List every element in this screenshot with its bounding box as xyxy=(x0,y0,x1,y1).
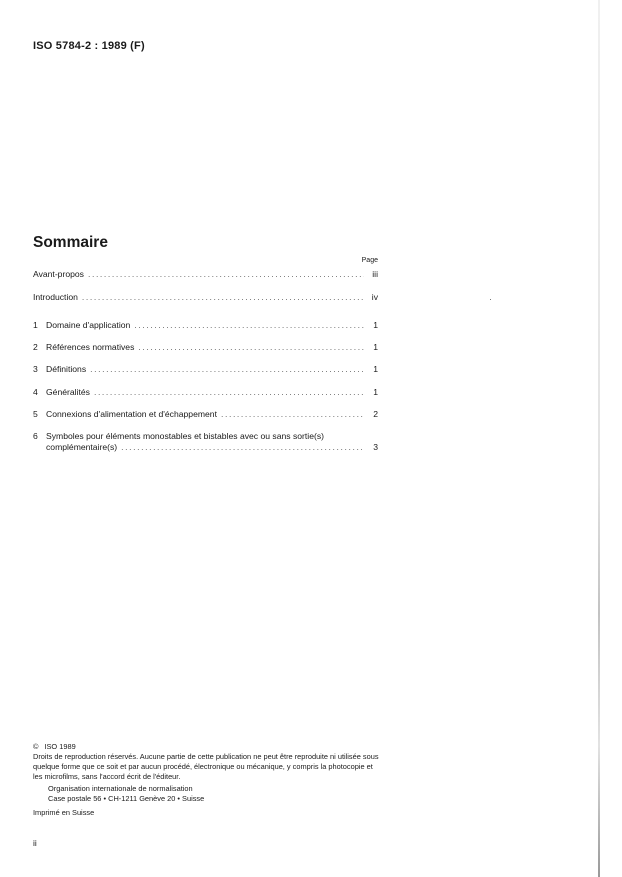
dot-leader xyxy=(121,442,364,452)
dot-leader xyxy=(82,292,364,302)
copyright-line xyxy=(33,742,383,752)
dot-leader xyxy=(138,342,364,352)
toc-entry-text-continued: complémentaire(s) xyxy=(46,442,118,452)
page-title: Sommaire xyxy=(33,234,108,251)
toc-entry-introduction[interactable] xyxy=(33,292,378,302)
dot-leader xyxy=(90,364,364,374)
document-identifier: ISO 5784-2 : 1989 (F) xyxy=(33,40,145,52)
copyright-symbol: © xyxy=(33,742,39,751)
toc-entry-section-1[interactable] xyxy=(33,320,378,330)
organization-name: Organisation internationale de normalisation xyxy=(48,784,193,793)
toc-entry-number: 3 xyxy=(33,364,38,374)
page-column-label: Page xyxy=(361,257,378,264)
dot-leader xyxy=(134,320,364,330)
copyright-holder: ISO 1989 xyxy=(44,742,76,751)
toc-entry-text: Avant-propos xyxy=(33,269,84,279)
toc-entry-section-3[interactable] xyxy=(33,364,378,374)
toc-entry-page: 1 xyxy=(373,320,378,330)
scan-edge-line xyxy=(598,0,600,877)
toc-entry-page: 1 xyxy=(373,364,378,374)
toc-entry-text: Connexions d'alimentation et d'échappement xyxy=(46,409,217,419)
toc-entry-text: Définitions xyxy=(46,364,87,374)
page-number: ii xyxy=(33,838,37,848)
toc-entry-number: 6 xyxy=(33,431,38,441)
toc-entry-page: 3 xyxy=(373,442,378,452)
rights-statement: Droits de reproduction réservés. Aucune partie de cette publication ne peut être reproduite ni utilisée sous quelque forme que ce soit et par aucun procédé, électronique ou mécanique, y compris la photocopie et les microfilms, sans l'accord écrit de l'éditeur. xyxy=(33,752,379,781)
toc-entry-section-2[interactable] xyxy=(33,342,378,352)
toc-entry-page: 2 xyxy=(373,409,378,419)
scan-speck xyxy=(490,299,491,300)
dot-leader xyxy=(94,387,364,397)
toc-entry-text: Références normatives xyxy=(46,342,135,352)
toc-entry-section-6[interactable] xyxy=(33,431,378,452)
toc-entry-number: 1 xyxy=(33,320,38,330)
toc-entry-text: Introduction xyxy=(33,292,78,302)
toc-entry-text: Généralités xyxy=(46,387,90,397)
dot-leader xyxy=(221,409,364,419)
toc-entry-section-4[interactable] xyxy=(33,387,378,397)
toc-entry-avant-propos[interactable] xyxy=(33,269,378,279)
organization-address: Case postale 56 • CH-1211 Genève 20 • Suisse xyxy=(48,794,205,803)
toc-entry-page: iv xyxy=(371,292,378,302)
toc-entry-text: Domaine d'application xyxy=(46,320,131,330)
copyright-notice xyxy=(33,742,383,818)
toc-entry-number: 2 xyxy=(33,342,38,352)
toc-entry-page: 1 xyxy=(373,387,378,397)
organization-block xyxy=(33,784,383,804)
printed-in: Imprimé en Suisse xyxy=(33,808,95,817)
toc-entry-number: 4 xyxy=(33,387,38,397)
toc-entry-page: 1 xyxy=(373,342,378,352)
toc-entry-section-5[interactable] xyxy=(33,409,378,419)
toc-entry-page: iii xyxy=(372,269,378,279)
toc-entry-text: Symboles pour éléments monostables et bistables avec ou sans sortie(s) xyxy=(46,431,325,441)
toc-entry-number: 5 xyxy=(33,409,38,419)
dot-leader xyxy=(88,269,364,279)
